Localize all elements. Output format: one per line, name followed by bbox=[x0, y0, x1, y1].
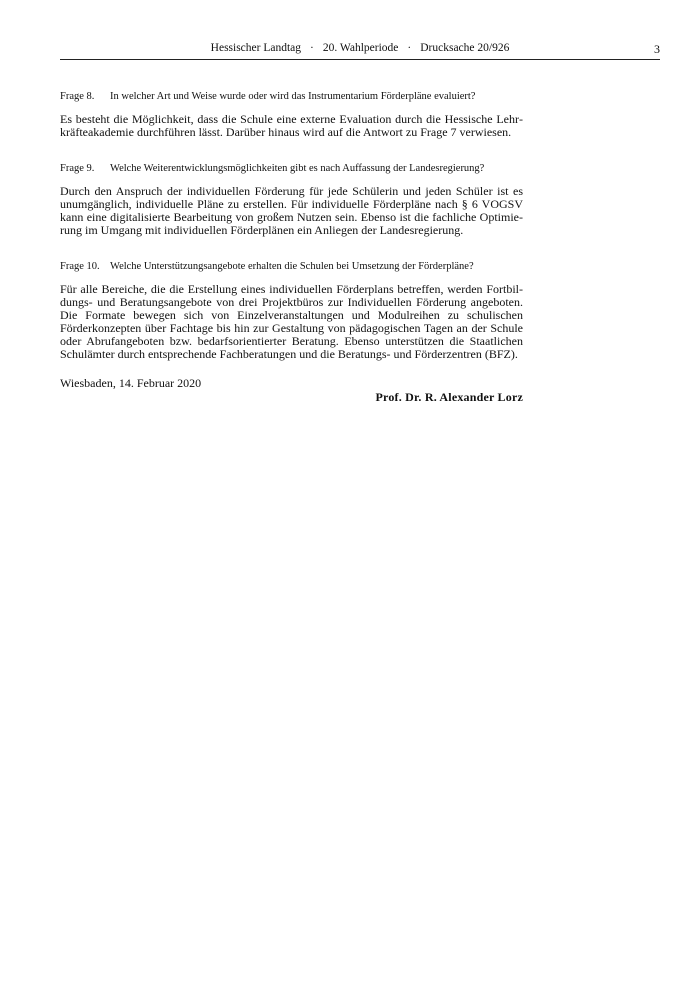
question-label: Frage 8. bbox=[60, 91, 95, 102]
place-and-date: Wiesbaden, 14. Februar 2020 bbox=[60, 376, 202, 390]
closing-block bbox=[60, 376, 523, 404]
question-section-10 bbox=[60, 260, 523, 361]
question-label: Frage 9. bbox=[60, 163, 95, 174]
answer-9: Durch den Anspruch der individuellen Förderung für jede Schülerin und jeden Schüler ist es unumgänglich, individuelle Pläne zu erstellen. Für individuelle Förderpläne nach § 6 VOGSV kann eine digitalisierte Bearbeitung von großem Nutzen sein. Ebenso ist die fachliche Optimierung im Umgang mit individuellen Förderplänen ein Anliegen der Landesregierung. bbox=[60, 184, 523, 237]
header-separator: · bbox=[407, 42, 412, 54]
header-separator: · bbox=[310, 42, 314, 54]
question-section-9 bbox=[60, 162, 523, 237]
signatory-name: Prof. Dr. R. Alexander Lorz bbox=[375, 390, 523, 404]
question-label: Frage 10. bbox=[60, 261, 100, 272]
header-running-title bbox=[60, 42, 660, 54]
question-text: Welche Unterstützungsangebote erhalten die Schulen bei Umsetzung der Förderpläne? bbox=[110, 261, 474, 272]
page-number: 3 bbox=[654, 42, 660, 56]
question-section-8 bbox=[60, 90, 523, 139]
header-document-number: Drucksache 20/926 bbox=[420, 42, 510, 54]
question-10 bbox=[60, 260, 523, 274]
question-text: Welche Weiterentwicklungsmöglichkeiten gibt es nach Auffassung der Landesregierung? bbox=[110, 163, 485, 174]
document-body bbox=[60, 90, 523, 361]
header-parliament: Hessischer Landtag bbox=[210, 42, 302, 54]
answer-8: Es besteht die Möglichkeit, dass die Schule eine externe Evaluation durch die Hessische Lehrkräfteakademie durchführen lässt. Darüber hinaus wird auf die Antwort zu Frage 7 verwiesen. bbox=[60, 112, 523, 139]
question-9 bbox=[60, 162, 523, 176]
page-header bbox=[60, 41, 660, 60]
header-period: 20. Wahlperiode bbox=[322, 42, 399, 54]
answer-10: Für alle Bereiche, die die Erstellung eines individuellen Förderplans betreffen, werden Fortbildungs- und Beratungsangebote von drei Projektbüros zur Individuellen Förderung angeboten. Die Formate bewegen sich von Einzelveranstaltungen und Modulreihen zu schulischen Förderkonzepten über Fachtage bis hin zur Gestaltung von pädagogischen Tagen an der Schule oder Abrufangeboten bzw. bedarfsorientierter Beratung. Ebenso unterstützen die Staatlichen Schulämter durch entsprechende Fachberatungen und die Beratungs- und Förderzentren (BFZ). bbox=[60, 282, 523, 361]
question-8 bbox=[60, 90, 523, 104]
question-text: In welcher Art und Weise wurde oder wird das Instrumentarium Förderpläne evaluiert? bbox=[110, 91, 476, 102]
